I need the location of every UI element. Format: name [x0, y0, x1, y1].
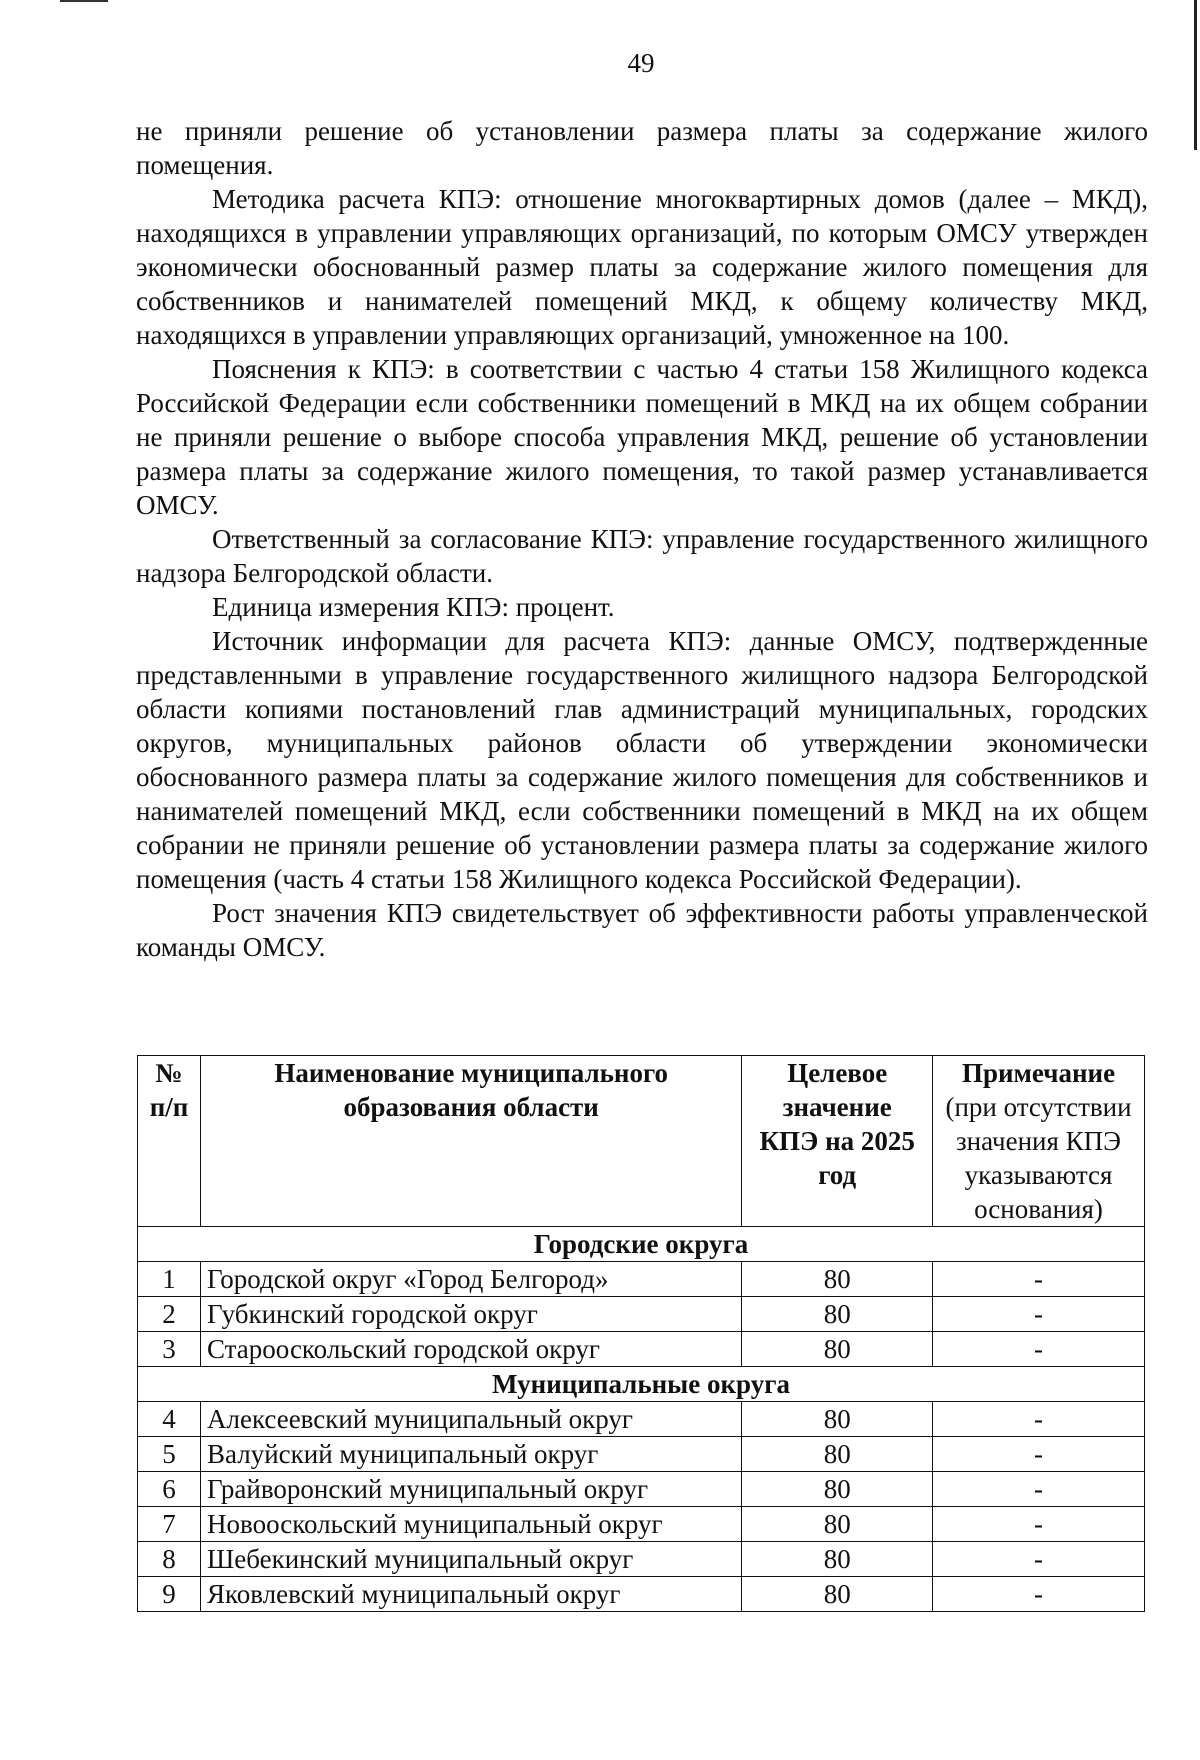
row-number: 8 [138, 1542, 201, 1577]
kpe-table [137, 1055, 1145, 1612]
group-title: Городские округа [138, 1227, 1145, 1262]
paragraph-source: Источник информации для расчета КПЭ: данные ОМСУ, подтвержденные представленными в управление государственного жилищного надзора Белгородской области копиями постановлений глав администраций муниципальных, городских округов, муниципальных районов области об утверждении экономически обоснованного размера платы за содержание жилого помещения для собственников и нанимателей помещений МКД, если собственники помещений в МКД на их общем собрании не приняли решение об установлении размера платы за содержание жилого помещения (часть 4 статьи 158 Жилищного кодекса Российской Федерации). [136, 626, 1148, 894]
row-value: 80 [742, 1262, 933, 1297]
row-number: 3 [138, 1332, 201, 1367]
row-value: 80 [742, 1332, 933, 1367]
row-number: 4 [138, 1402, 201, 1437]
table-row [138, 1402, 1145, 1437]
row-value: 80 [742, 1402, 933, 1437]
row-name: Грайворонский муниципальный округ [201, 1472, 742, 1507]
row-value: 80 [742, 1297, 933, 1332]
row-name: Новооскольский муниципальный округ [201, 1507, 742, 1542]
row-note: - [933, 1262, 1145, 1297]
row-number: 6 [138, 1472, 201, 1507]
table-row [138, 1472, 1145, 1507]
row-note: - [933, 1297, 1145, 1332]
row-value: 80 [742, 1472, 933, 1507]
row-note: - [933, 1472, 1145, 1507]
scan-artifact-line [60, 0, 108, 2]
row-note: - [933, 1542, 1145, 1577]
row-note: - [933, 1437, 1145, 1472]
paragraph-explanation: Пояснения к КПЭ: в соответствии с частью 4 статьи 158 Жилищного кодекса Российской Федерации если собственники помещений в МКД на их общем собрании не приняли решение о выборе способа управления МКД, решение об установлении размера платы за содержание жилого помещения, то такой размер устанавливается ОМСУ. [136, 354, 1148, 520]
row-note: - [933, 1507, 1145, 1542]
document-body [136, 114, 1148, 964]
paragraph-continuation: не приняли решение об установлении размера платы за содержание жилого помещения. [136, 116, 1148, 180]
row-number: 7 [138, 1507, 201, 1542]
row-value: 80 [742, 1542, 933, 1577]
row-name: Городской округ «Город Белгород» [201, 1262, 742, 1297]
row-value: 80 [742, 1577, 933, 1612]
group-row [138, 1367, 1145, 1402]
table-row [138, 1507, 1145, 1542]
row-name: Шебекинский муниципальный округ [201, 1542, 742, 1577]
row-name: Алексеевский муниципальный округ [201, 1402, 742, 1437]
header-number: № п/п [138, 1056, 201, 1227]
group-row [138, 1227, 1145, 1262]
row-note: - [933, 1332, 1145, 1367]
row-name: Яковлевский муниципальный округ [201, 1577, 742, 1612]
row-value: 80 [742, 1437, 933, 1472]
row-name: Валуйский муниципальный округ [201, 1437, 742, 1472]
row-note: - [933, 1402, 1145, 1437]
table-row [138, 1262, 1145, 1297]
row-number: 5 [138, 1437, 201, 1472]
table-row [138, 1297, 1145, 1332]
row-number: 1 [138, 1262, 201, 1297]
table-row [138, 1332, 1145, 1367]
page-number: 49 [627, 48, 655, 78]
table-body [138, 1227, 1145, 1612]
table-header-row [138, 1056, 1145, 1227]
paragraph-unit: Единица измерения КПЭ: процент. [212, 592, 615, 622]
paragraph-responsible: Ответственный за согласование КПЭ: управление государственного жилищного надзора Белгородской области. [136, 524, 1148, 588]
table-row [138, 1437, 1145, 1472]
header-target: Целевое значение КПЭ на 2025 год [742, 1056, 933, 1227]
table-row [138, 1577, 1145, 1612]
table-row [138, 1542, 1145, 1577]
row-value: 80 [742, 1507, 933, 1542]
row-name: Старооскольский городской округ [201, 1332, 742, 1367]
row-note: - [933, 1577, 1145, 1612]
header-note: Примечание (при отсутствии значения КПЭ указываются основания) [933, 1056, 1145, 1227]
row-number: 9 [138, 1577, 201, 1612]
paragraph-growth: Рост значения КПЭ свидетельствует об эффективности работы управленческой команды ОМСУ. [136, 898, 1148, 962]
paragraph-methodology: Методика расчета КПЭ: отношение многоквартирных домов (далее – МКД), находящихся в управлении управляющих организаций, по которым ОМСУ утвержден экономически обоснованный размер платы за содержание жилого помещения для собственников и нанимателей помещений МКД, к общему количеству МКД, находящихся в управлении управляющих организаций, умноженное на 100. [136, 184, 1148, 350]
header-name: Наименование муниципального образования области [201, 1056, 742, 1227]
row-number: 2 [138, 1297, 201, 1332]
row-name: Губкинский городской округ [201, 1297, 742, 1332]
group-title: Муниципальные округа [138, 1367, 1145, 1402]
